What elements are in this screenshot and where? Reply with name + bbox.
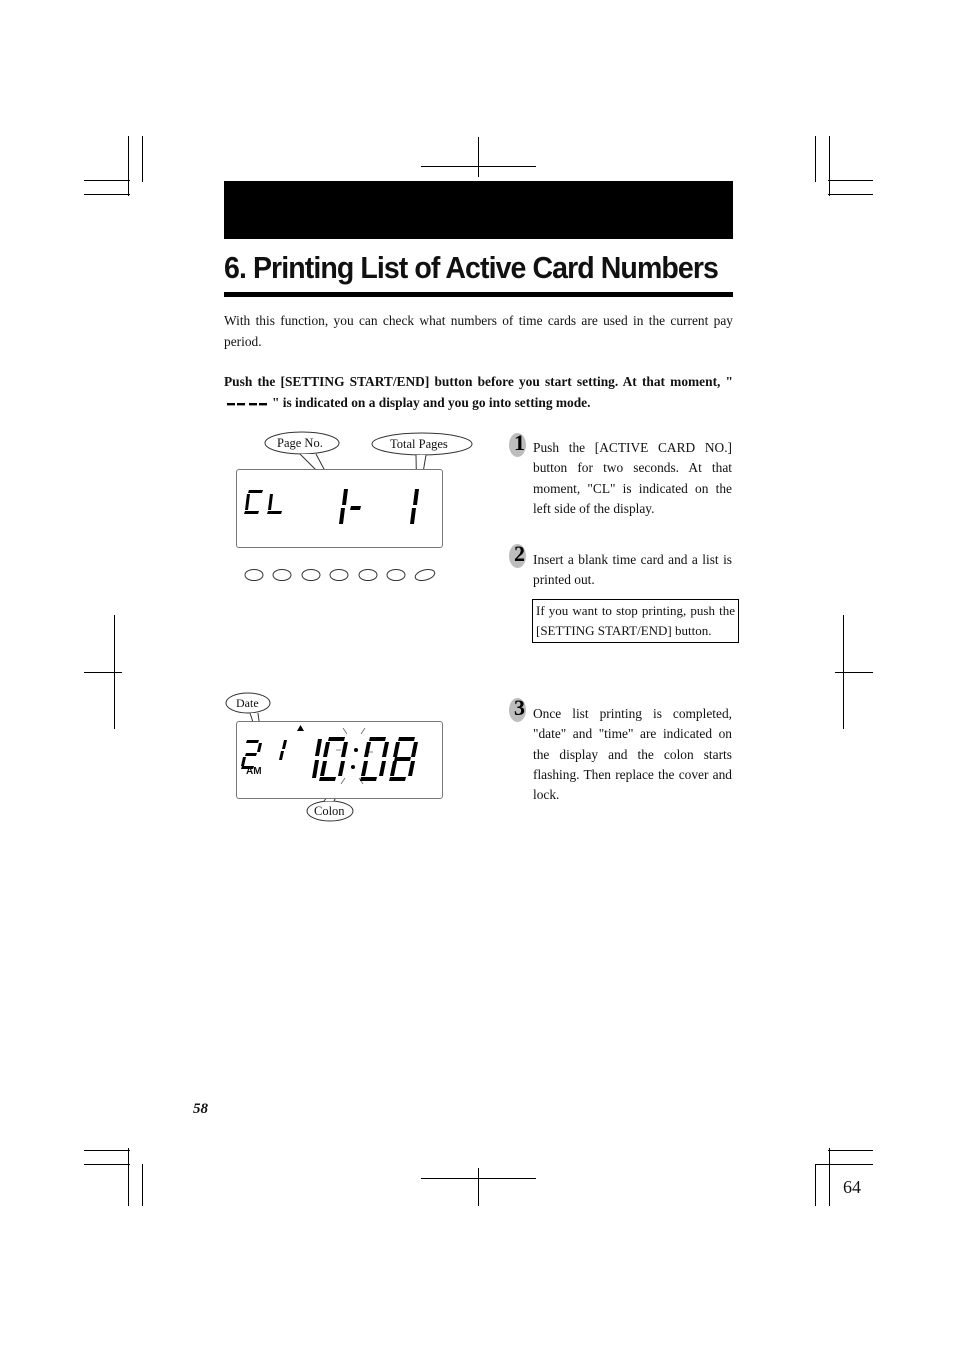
page-number: 58 xyxy=(193,1101,208,1117)
dash-display-icon xyxy=(225,398,271,408)
note-box: If you want to stop printing, push the [SETTING START/END] button. xyxy=(532,599,739,643)
instruction-text-start: Push the [SETTING START/END] button before you start setting. At that moment, " xyxy=(224,374,733,389)
step-text: Insert a blank time card and a list is printed out. xyxy=(533,552,732,588)
callout-date: Date xyxy=(236,696,259,710)
lcd-segments-cl xyxy=(237,470,442,547)
intro-paragraph: With this function, you can check what numbers of time cards are used in the current pay period. xyxy=(224,313,733,349)
step-number: 1 xyxy=(514,430,525,455)
step-text: Once list printing is completed, "date" and "time" are indicated on the display and the colon starts flashing. Then replace the cover and lock. xyxy=(533,706,732,803)
page-title: 6. Printing List of Active Card Numbers xyxy=(224,250,718,285)
sheet-number: 64 xyxy=(843,1177,861,1197)
title-rule xyxy=(224,292,733,297)
header-band xyxy=(224,181,733,239)
lcd-display-2 xyxy=(236,721,443,799)
callout-page-no: Page No. xyxy=(277,436,323,450)
function-buttons-row xyxy=(243,566,443,584)
lcd-segments-time xyxy=(237,722,442,798)
setup-instruction xyxy=(224,372,733,413)
instruction-text-end: " is indicated on a display and you go into setting mode. xyxy=(272,394,591,410)
step-number: 2 xyxy=(514,541,525,566)
am-indicator: AM xyxy=(246,766,262,777)
step-text: Push the [ACTIVE CARD NO.] button for two seconds. At that moment, "CL" is indicated on the left side of the display. xyxy=(533,440,732,516)
callout-total-pages: Total Pages xyxy=(390,437,448,451)
lcd-display-1 xyxy=(236,469,443,548)
indicator-triangle-icon xyxy=(297,725,304,731)
step-number: 3 xyxy=(514,695,525,720)
callout-colon: Colon xyxy=(314,804,345,818)
